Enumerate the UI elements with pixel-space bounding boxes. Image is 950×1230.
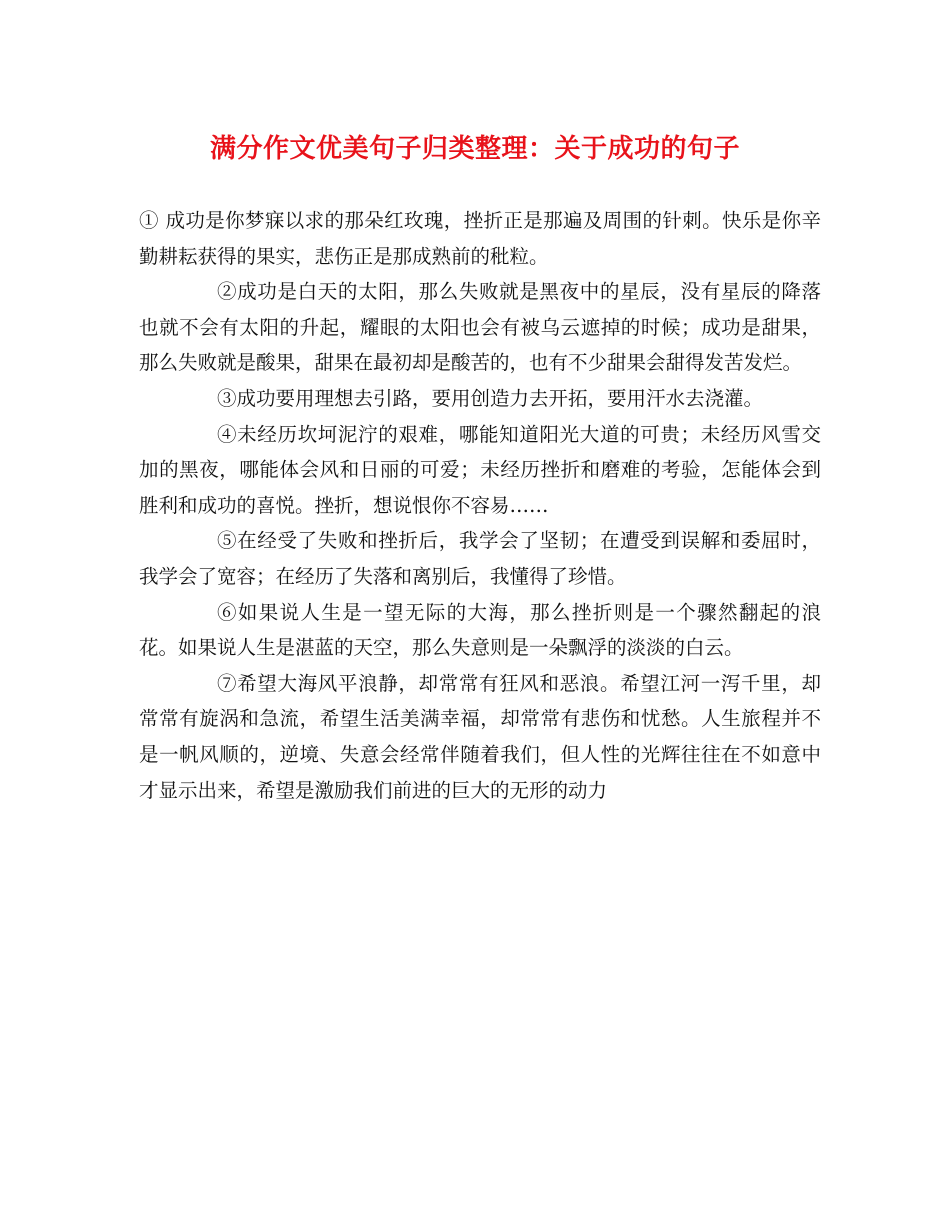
paragraph-2: ②成功是白天的太阳，那么失败就是黑夜中的星辰，没有星辰的降落也就不会有太阳的升起，耀眼的太阳也会有被乌云遮掉的时候；成功是甜果，那么失败就是酸果，甜果在最初却是酸苦的，也有不少甜果会甜得发苦发烂。 xyxy=(139,280,821,375)
document-body xyxy=(139,203,821,808)
paragraph-3: ③成功要用理想去引路，要用创造力去开拓，要用汗水去浇灌。 xyxy=(217,386,764,410)
paragraph-4: ④未经历坎坷泥泞的艰难，哪能知道阳光大道的可贵；未经历风雪交加的黑夜，哪能体会风和日丽的可爱；未经历挫折和磨难的考验，怎能体会到胜利和成功的喜悦。挫折，想说恨你不容易…… xyxy=(139,422,821,517)
paragraph-6: ⑥如果说人生是一望无际的大海，那么挫折则是一个骤然翻起的浪花。如果说人生是湛蓝的天空，那么失意则是一朵飘浮的淡淡的白云。 xyxy=(139,600,821,660)
paragraph-5: ⑤在经受了失败和挫折后，我学会了坚韧；在遭受到误解和委屈时，我学会了宽容；在经历了失落和离别后，我懂得了珍惜。 xyxy=(139,529,821,588)
paragraph-1: ① 成功是你梦寐以求的那朵红玫瑰，挫折正是那遍及周围的针刺。快乐是你辛勤耕耘获得的果实，悲伤正是那成熟前的秕粒。 xyxy=(139,209,821,268)
document-title: 满分作文优美句子归类整理：关于成功的句子 xyxy=(209,134,740,164)
paragraph-7: ⑦希望大海风平浪静，却常常有狂风和恶浪。希望江河一泻千里，却常常有旋涡和急流，希望生活美满幸福，却常常有悲伤和忧愁。人生旅程并不是一帆风顺的，逆境、失意会经常伴随着我们，但人性的光辉往往在不如意中才显示出来，希望是激励我们前进的巨大的无形的动力 xyxy=(139,671,821,802)
